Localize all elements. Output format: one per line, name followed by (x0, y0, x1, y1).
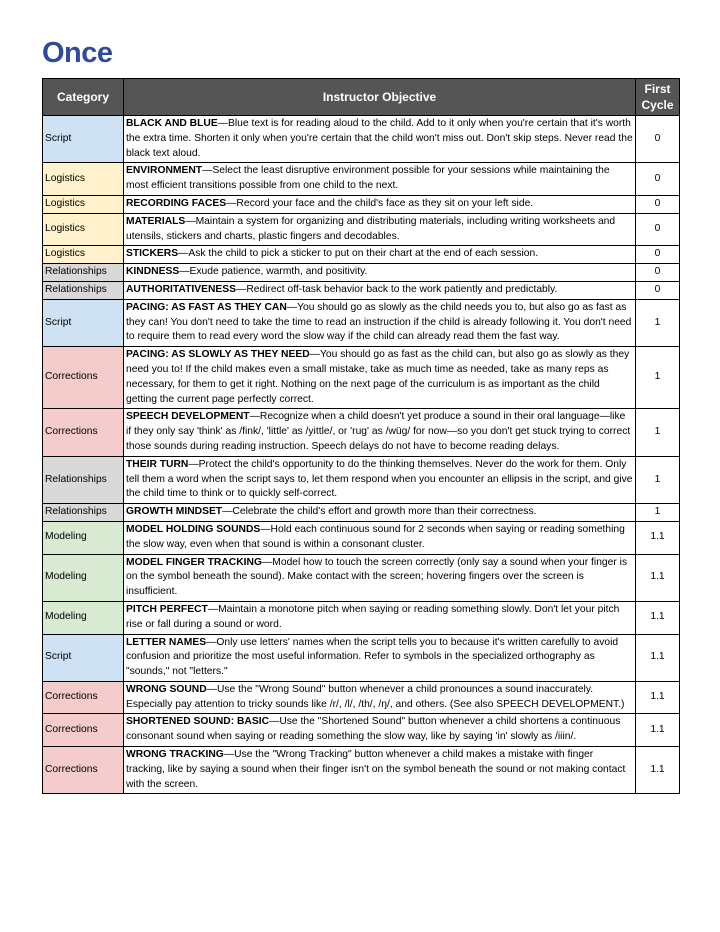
objective-title: LETTER NAMES (126, 636, 207, 648)
row-category: Logistics (43, 246, 124, 264)
row-first-cycle: 1.1 (636, 747, 680, 794)
table-row (43, 195, 680, 213)
brand-logo: Once (42, 37, 113, 69)
row-first-cycle: 0 (636, 281, 680, 299)
row-category: Corrections (43, 714, 124, 747)
table-row (43, 681, 680, 714)
row-objective (124, 347, 636, 409)
table-row (43, 281, 680, 299)
objective-title: MODEL HOLDING SOUNDS (126, 523, 261, 535)
objective-title: RECORDING FACES (126, 197, 227, 209)
row-objective (124, 264, 636, 282)
objective-text: —Model how to touch the screen correctly (only say a sound when your finger is on the symbol beneath the sound). Make contact with the screen; hovering fingers over the screen is insufficient. (126, 556, 628, 598)
row-category: Script (43, 116, 124, 163)
objective-title: STICKERS (126, 248, 179, 260)
row-first-cycle: 1 (636, 347, 680, 409)
row-objective (124, 246, 636, 264)
row-category: Relationships (43, 504, 124, 522)
table-row (43, 264, 680, 282)
row-first-cycle: 1 (636, 504, 680, 522)
row-first-cycle: 1.1 (636, 554, 680, 601)
row-objective (124, 554, 636, 601)
objective-text: —Maintain a monotone pitch when saying or reading something slowly. Don't let your pitch rise or fall during a sound or word. (126, 603, 620, 630)
objective-title: WRONG SOUND (126, 683, 207, 695)
row-objective (124, 504, 636, 522)
objective-title: MATERIALS (126, 215, 186, 227)
table-row (43, 714, 680, 747)
table-header-row (43, 79, 680, 116)
header-category: Category (43, 79, 124, 116)
row-objective (124, 681, 636, 714)
objective-text: —Use the "Wrong Tracking" button whenever a child makes a mistake with finger tracking, like by saying a sound when their finger isn't on the symbol beneath the sound or not making contact with the screen. (126, 749, 626, 790)
objective-text: —Redirect off-task behavior back to the work patiently and predictably. (236, 283, 558, 295)
objective-text: —Select the least disruptive environment possible for your sessions while maintaining the most efficient transitions possible from one child to the next. (126, 165, 610, 192)
objective-title: WRONG TRACKING (126, 749, 224, 761)
row-objective (124, 213, 636, 246)
row-category: Corrections (43, 681, 124, 714)
row-objective (124, 747, 636, 794)
row-first-cycle: 1.1 (636, 714, 680, 747)
objective-text: —Blue text is for reading aloud to the child. Add to it only when you're certain that it's worth the extra time. Shorten it only when you're certain that the child won't miss out. Don't skip steps. Never read the black text aloud. (126, 118, 633, 159)
row-category: Modeling (43, 554, 124, 601)
row-category: Script (43, 299, 124, 346)
row-category: Corrections (43, 747, 124, 794)
objective-text: —Maintain a system for organizing and distributing materials, including writing worksheets and utensils, stickers and charts, plastic fingers and decodables. (126, 215, 616, 242)
row-category: Relationships (43, 456, 124, 503)
row-first-cycle: 0 (636, 195, 680, 213)
table-row (43, 554, 680, 601)
row-first-cycle: 1 (636, 456, 680, 503)
table-row (43, 409, 680, 456)
table-row (43, 246, 680, 264)
row-objective (124, 456, 636, 503)
row-objective (124, 601, 636, 634)
row-first-cycle: 1 (636, 409, 680, 456)
table-row (43, 213, 680, 246)
objective-title: GROWTH MINDSET (126, 506, 223, 518)
objective-title: PACING: AS SLOWLY AS THEY NEED (126, 349, 310, 361)
table-row (43, 116, 680, 163)
objective-title: AUTHORITATIVENESS (126, 283, 237, 295)
row-objective (124, 634, 636, 681)
row-first-cycle: 1 (636, 299, 680, 346)
table-row (43, 456, 680, 503)
objective-title: KINDNESS (126, 266, 180, 278)
objective-title: MODEL FINGER TRACKING (126, 556, 262, 568)
row-first-cycle: 1.1 (636, 634, 680, 681)
objective-text: —Use the "Wrong Sound" button whenever a child pronounces a sound inaccurately. Especially pay attention to tricky sounds like /r/, /l/, /th/, /ŋ/, and others. (See also SPEECH DEVELOPMENT.) (126, 683, 625, 710)
header-first-cycle: First Cycle (636, 79, 680, 116)
table-row (43, 504, 680, 522)
row-first-cycle: 0 (636, 213, 680, 246)
objective-title: ENVIRONMENT (126, 165, 203, 177)
row-first-cycle: 1.1 (636, 521, 680, 554)
table-row (43, 299, 680, 346)
header-objective: Instructor Objective (124, 79, 636, 116)
objective-text: —Recognize when a child doesn't yet produce a sound in their oral language—like if they only say 'think' as /fink/, 'little' as /yittle/, or 'rug' as /wüg/ for now—so you don't get stuck trying to correct those sounds during reading instruction. Speech delays do not have to become reading delays. (126, 411, 631, 452)
objective-title: SHORTENED SOUND: BASIC (126, 716, 270, 728)
table-row (43, 521, 680, 554)
row-category: Relationships (43, 281, 124, 299)
table-row (43, 634, 680, 681)
objective-text: —Exude patience, warmth, and positivity. (179, 266, 368, 278)
objective-text: —Only use letters' names when the script tells you to because it's written carefully to avoid confusion and prioritize the most useful information. Refer to symbols in the specialized orthography as "sounds," not "letters." (126, 636, 619, 678)
row-category: Modeling (43, 601, 124, 634)
objective-text: —Record your face and the child's face as they sit on your left side. (226, 197, 534, 209)
objective-text: —Use the "Shortened Sound" button whenever a child shortens a continuous consonant sound when saying or reading something the slow way, like by saying 'in' slowly as /iiin/. (126, 716, 621, 743)
row-first-cycle: 0 (636, 116, 680, 163)
row-category: Logistics (43, 213, 124, 246)
table-row (43, 163, 680, 196)
objective-text: —You should go as fast as the child can, but also go as slowly as they need you to! If the child makes even a small mistake, take as much time as needed, take as many reps as necessary, for them to get it right. Nothing on the next page of the curriculum is as important as the child getting the current page perfectly correct. (126, 349, 630, 405)
objective-text: —Hold each continuous sound for 2 seconds when saying or reading something the slow way, even when that sound is within a consonant cluster. (126, 523, 625, 550)
row-category: Logistics (43, 163, 124, 196)
row-objective (124, 116, 636, 163)
row-category: Script (43, 634, 124, 681)
row-objective (124, 521, 636, 554)
row-first-cycle: 1.1 (636, 601, 680, 634)
objective-title: THEIR TURN (126, 458, 189, 470)
objective-text: —Celebrate the child's effort and growth more than their correctness. (222, 506, 537, 518)
objective-title: PACING: AS FAST AS THEY CAN (126, 301, 287, 313)
row-first-cycle: 0 (636, 163, 680, 196)
row-category: Relationships (43, 264, 124, 282)
row-category: Corrections (43, 409, 124, 456)
row-objective (124, 163, 636, 196)
row-objective (124, 714, 636, 747)
row-objective (124, 281, 636, 299)
objective-title: PITCH PERFECT (126, 603, 208, 615)
objective-title: SPEECH DEVELOPMENT (126, 411, 250, 423)
objective-text: —You should go as slowly as the child needs you to, but also go as fast as they can! You don't need to take the time to read an instruction if the child is already following it. You don't need to require them to read every word the slow way if the child can already read them the fast way. (126, 301, 632, 343)
objective-title: BLACK AND BLUE (126, 118, 218, 129)
row-category: Logistics (43, 195, 124, 213)
row-first-cycle: 0 (636, 264, 680, 282)
row-first-cycle: 1.1 (636, 681, 680, 714)
table-row (43, 747, 680, 794)
row-category: Modeling (43, 521, 124, 554)
row-category: Corrections (43, 347, 124, 409)
row-objective (124, 195, 636, 213)
objective-text: —Ask the child to pick a sticker to put on their chart at the end of each session. (178, 248, 539, 260)
objectives-table (42, 78, 680, 794)
row-first-cycle: 0 (636, 246, 680, 264)
objective-text: —Protect the child's opportunity to do the thinking themselves. Never do the work for them. Only tell them a word when the script says to, let them respond when you encounter an ellipsis in the script, and give the child time to think or to quickly self-correct. (126, 458, 633, 500)
row-objective (124, 409, 636, 456)
table-row (43, 601, 680, 634)
table-row (43, 347, 680, 409)
row-objective (124, 299, 636, 346)
